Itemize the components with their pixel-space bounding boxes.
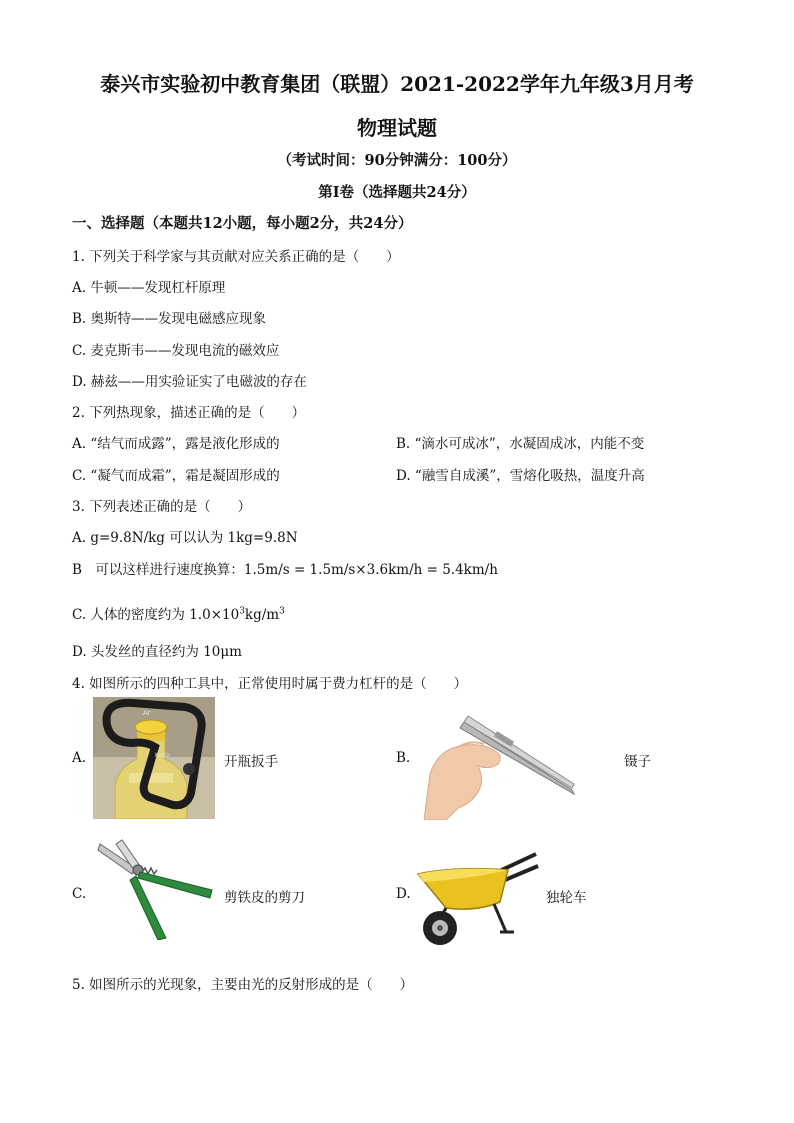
question-2-option-c: C. “凝气而成霜”，霜是凝固形成的 — [72, 468, 280, 484]
question-4-option-a-letter: A. — [72, 750, 87, 766]
question-4-option-a-label: 开瓶扳手 — [224, 754, 278, 770]
question-5-stem: 5. 如图所示的光现象，主要由光的反射形成的是（ ） — [72, 977, 414, 993]
question-4-stem: 4. 如图所示的四种工具中，正常使用时属于费力杠杆的是（ ） — [72, 676, 468, 692]
question-1-option-a: A. 牛顿——发现杠杆原理 — [72, 280, 226, 296]
question-3-option-c — [72, 603, 285, 623]
svg-text:KoKo: KoKo — [155, 752, 170, 759]
question-3-option-c-text: C. 人体的密度约为 1.0×10 — [72, 607, 240, 623]
question-4-option-d-letter: D. — [396, 886, 411, 902]
exam-title: 泰兴市实验初中教育集团（联盟）2021-2022学年九年级3月月考 — [100, 72, 694, 96]
exam-subtitle: 物理试题 — [357, 116, 437, 140]
question-4-option-c-label: 剪铁皮的剪刀 — [224, 890, 305, 906]
question-3-option-d: D. 头发丝的直径约为 10μm — [72, 644, 242, 660]
question-3-option-c-exponent: 3 — [239, 606, 245, 617]
question-1-stem: 1. 下列关于科学家与其贡献对应关系正确的是（ ） — [72, 249, 400, 265]
question-4-option-d-label: 独轮车 — [546, 890, 587, 906]
bottle-opener-image — [93, 697, 215, 819]
question-3-option-c-unit-exponent: 3 — [279, 606, 285, 617]
question-4-option-b-letter: B. — [396, 750, 411, 766]
question-4-option-c-letter: C. — [72, 886, 87, 902]
question-1-option-b: B. 奥斯特——发现电磁感应现象 — [72, 311, 267, 327]
question-2-option-a: A. “结气而成露”，露是液化形成的 — [72, 436, 280, 452]
wheelbarrow-image — [416, 852, 540, 948]
svg-text:Ar: Ar — [143, 709, 151, 717]
exam-info: （考试时间：90分钟满分：100分） — [277, 152, 517, 169]
question-3-stem: 3. 下列表述正确的是（ ） — [72, 499, 252, 515]
question-2-stem: 2. 下列热现象，描述正确的是（ ） — [72, 405, 306, 421]
question-3-option-b: B 可以这样进行速度换算：1.5m/s = 1.5m/s×3.6km/h = 5.4km/h — [72, 562, 498, 578]
question-1-option-c: C. 麦克斯韦——发现电流的磁效应 — [72, 343, 280, 359]
tweezers-image — [424, 712, 580, 820]
section-heading: 一、选择题（本题共12小题，每小题2分，共24分） — [72, 215, 413, 232]
question-1-option-d: D. 赫兹——用实验证实了电磁波的存在 — [72, 374, 307, 390]
question-2-option-b: B. “滴水可成冰”，水凝固成冰，内能不变 — [396, 436, 645, 452]
question-3-option-a: A. g=9.8N/kg 可以认为 1kg=9.8N — [72, 530, 298, 546]
volume-heading: 第Ⅰ卷（选择题共24分） — [318, 184, 476, 201]
tin-snips-image — [96, 838, 214, 940]
question-2-option-d: D. “融雪自成溪”，雪熔化吸热，温度升高 — [396, 468, 645, 484]
question-4-option-b-label: 镊子 — [624, 754, 651, 770]
question-3-option-c-unit: kg/m — [244, 607, 280, 623]
